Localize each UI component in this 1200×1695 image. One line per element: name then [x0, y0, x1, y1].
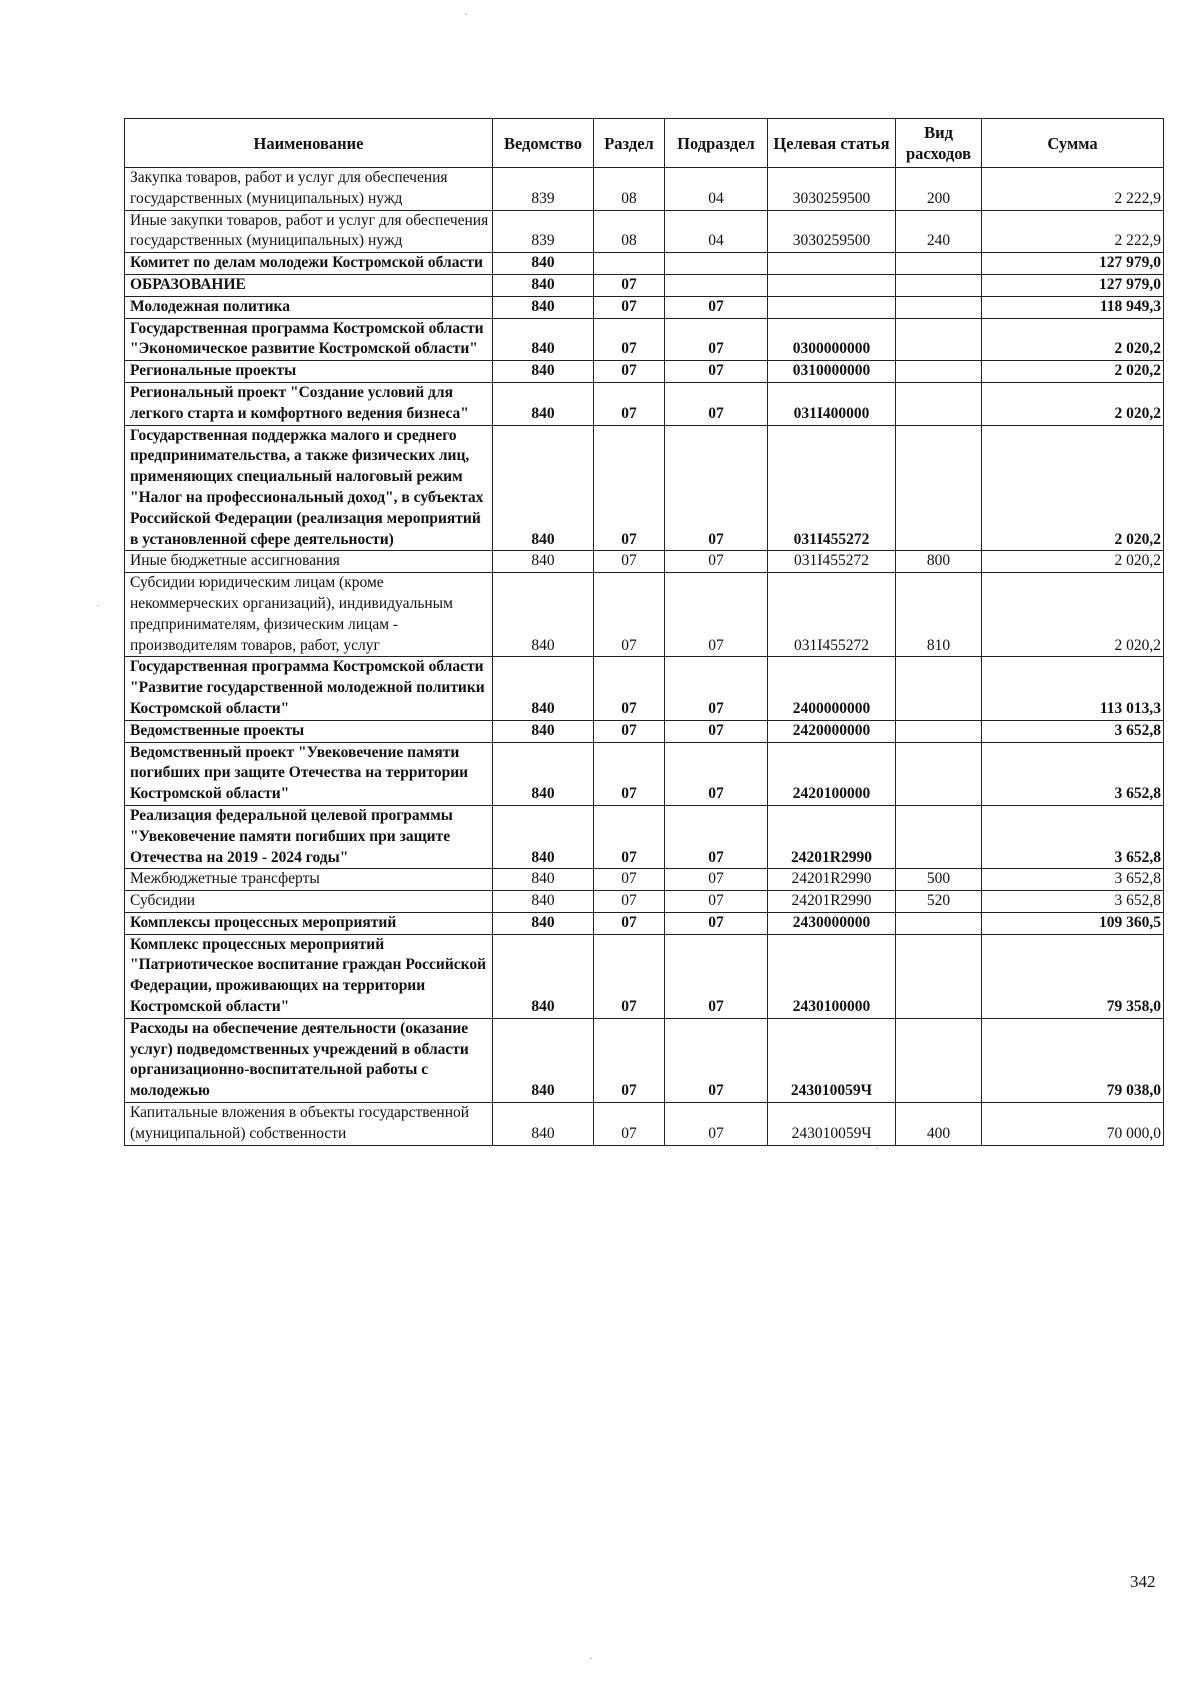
cell-section: 07: [594, 1018, 665, 1102]
table-row: [125, 361, 1164, 383]
cell-name: Комитет по делам молодежи Костромской области: [125, 253, 493, 275]
cell-section: 07: [594, 318, 665, 361]
cell-name: Расходы на обеспечение деятельности (оказание услуг) подведомственных учреждений в области организационно-воспитательной работы с молодежью: [125, 1018, 493, 1102]
cell-target: 24201R2990: [768, 805, 896, 868]
header-amount: Сумма: [982, 119, 1164, 168]
cell-department: 840: [493, 551, 594, 573]
cell-name: Государственная программа Костромской области "Экономическое развитие Костромской области": [125, 318, 493, 361]
cell-department: 840: [493, 253, 594, 275]
table-row: [125, 253, 1164, 275]
table-row: [125, 274, 1164, 296]
cell-name: Государственная поддержка малого и среднего предпринимательства, а также физических лиц, применяющих специальный налоговый режим "Налог на профессиональный доход", в субъектах Российской Федерации (реализация мероприятий в установленной сфере деятельности): [125, 425, 493, 551]
cell-name: Иные бюджетные ассигнования: [125, 551, 493, 573]
cell-expense-type: 520: [896, 891, 982, 913]
cell-target: [768, 274, 896, 296]
cell-section: 07: [594, 912, 665, 934]
cell-expense-type: 240: [896, 210, 982, 253]
cell-name: Комплекс процессных мероприятий "Патриотическое воспитание граждан Российской Федерации, проживающих на территории Костромской области": [125, 934, 493, 1018]
cell-department: 840: [493, 934, 594, 1018]
cell-target: 3030259500: [768, 168, 896, 211]
cell-department: 840: [493, 382, 594, 425]
cell-expense-type: 810: [896, 573, 982, 657]
cell-section: 07: [594, 382, 665, 425]
cell-subsection: 04: [665, 210, 768, 253]
table-row: [125, 869, 1164, 891]
cell-section: [594, 253, 665, 275]
cell-name: Иные закупки товаров, работ и услуг для обеспечения государственных (муниципальных) нужд: [125, 210, 493, 253]
cell-section: 07: [594, 296, 665, 318]
cell-amount: 113 013,3: [982, 657, 1164, 720]
cell-expense-type: [896, 274, 982, 296]
cell-name: Межбюджетные трансферты: [125, 869, 493, 891]
cell-subsection: 07: [665, 318, 768, 361]
cell-section: 07: [594, 891, 665, 913]
cell-amount: 70 000,0: [982, 1103, 1164, 1146]
cell-name: Субсидии: [125, 891, 493, 913]
cell-expense-type: [896, 742, 982, 805]
cell-target: 2400000000: [768, 657, 896, 720]
cell-amount: 3 652,8: [982, 720, 1164, 742]
cell-amount: 3 652,8: [982, 742, 1164, 805]
budget-table: [124, 118, 1164, 1146]
cell-name: Закупка товаров, работ и услуг для обеспечения государственных (муниципальных) нужд: [125, 168, 493, 211]
table-row: [125, 1018, 1164, 1102]
cell-expense-type: 800: [896, 551, 982, 573]
cell-section: 07: [594, 720, 665, 742]
cell-subsection: 07: [665, 425, 768, 551]
cell-amount: 2 020,2: [982, 573, 1164, 657]
cell-expense-type: [896, 253, 982, 275]
table-row: [125, 1103, 1164, 1146]
cell-expense-type: [896, 361, 982, 383]
cell-target: 243010059Ч: [768, 1018, 896, 1102]
header-department: Ведомство: [493, 119, 594, 168]
cell-name: Ведомственный проект "Увековечение памяти погибших при защите Отечества на территории Костромской области": [125, 742, 493, 805]
cell-amount: 127 979,0: [982, 274, 1164, 296]
cell-expense-type: [896, 805, 982, 868]
cell-target: [768, 296, 896, 318]
table-row: [125, 382, 1164, 425]
cell-amount: 109 360,5: [982, 912, 1164, 934]
cell-target: 031I455272: [768, 573, 896, 657]
cell-subsection: 07: [665, 296, 768, 318]
cell-subsection: 07: [665, 934, 768, 1018]
cell-section: 07: [594, 1103, 665, 1146]
cell-subsection: 07: [665, 869, 768, 891]
cell-name: Молодежная политика: [125, 296, 493, 318]
cell-department: 839: [493, 168, 594, 211]
header-subsection: Подраздел: [665, 119, 768, 168]
cell-amount: 2 020,2: [982, 551, 1164, 573]
cell-section: 07: [594, 425, 665, 551]
table-row: [125, 318, 1164, 361]
cell-expense-type: [896, 657, 982, 720]
cell-target: 031I400000: [768, 382, 896, 425]
cell-expense-type: [896, 1018, 982, 1102]
cell-subsection: 07: [665, 657, 768, 720]
cell-department: 840: [493, 891, 594, 913]
cell-department: 840: [493, 657, 594, 720]
cell-target: 2430000000: [768, 912, 896, 934]
cell-target: 2430100000: [768, 934, 896, 1018]
cell-department: 840: [493, 318, 594, 361]
scan-speck: [97, 605, 99, 606]
cell-amount: 79 358,0: [982, 934, 1164, 1018]
cell-target: [768, 253, 896, 275]
cell-name: Региональные проекты: [125, 361, 493, 383]
cell-department: 840: [493, 742, 594, 805]
cell-expense-type: [896, 296, 982, 318]
cell-amount: 3 652,8: [982, 869, 1164, 891]
cell-amount: 127 979,0: [982, 253, 1164, 275]
cell-name: Комплексы процессных мероприятий: [125, 912, 493, 934]
cell-target: 2420100000: [768, 742, 896, 805]
cell-target: 3030259500: [768, 210, 896, 253]
cell-department: 840: [493, 296, 594, 318]
table-row: [125, 210, 1164, 253]
cell-department: 840: [493, 361, 594, 383]
table-row: [125, 891, 1164, 913]
header-name: Наименование: [125, 119, 493, 168]
page-number: 342: [1130, 1572, 1156, 1591]
scan-speck: [590, 1658, 592, 1659]
cell-target: 031I455272: [768, 551, 896, 573]
cell-section: 07: [594, 869, 665, 891]
cell-name: Реализация федеральной целевой программы "Увековечение памяти погибших при защите Отечества на 2019 - 2024 годы": [125, 805, 493, 868]
cell-section: 07: [594, 805, 665, 868]
cell-subsection: 07: [665, 1103, 768, 1146]
table-row: [125, 573, 1164, 657]
cell-expense-type: [896, 934, 982, 1018]
cell-target: 24201R2990: [768, 869, 896, 891]
cell-subsection: 07: [665, 720, 768, 742]
scan-speck: [465, 14, 467, 15]
table-row: [125, 742, 1164, 805]
cell-department: 839: [493, 210, 594, 253]
cell-expense-type: [896, 912, 982, 934]
cell-department: 840: [493, 805, 594, 868]
cell-expense-type: 400: [896, 1103, 982, 1146]
cell-section: 08: [594, 168, 665, 211]
cell-subsection: 07: [665, 912, 768, 934]
table-row: [125, 168, 1164, 211]
cell-section: 07: [594, 657, 665, 720]
cell-expense-type: [896, 425, 982, 551]
cell-expense-type: [896, 382, 982, 425]
header-expense-type: Вид расходов: [896, 119, 982, 168]
cell-amount: 3 652,8: [982, 805, 1164, 868]
cell-department: 840: [493, 1018, 594, 1102]
scan-speck: [876, 1148, 878, 1149]
cell-amount: 2 020,2: [982, 425, 1164, 551]
table-row: [125, 805, 1164, 868]
cell-department: 840: [493, 720, 594, 742]
cell-target: 243010059Ч: [768, 1103, 896, 1146]
cell-section: 07: [594, 361, 665, 383]
cell-subsection: 07: [665, 551, 768, 573]
cell-section: 07: [594, 551, 665, 573]
cell-subsection: 07: [665, 742, 768, 805]
cell-target: 031I455272: [768, 425, 896, 551]
cell-name: Капитальные вложения в объекты государственной (муниципальной) собственности: [125, 1103, 493, 1146]
cell-amount: 2 020,2: [982, 318, 1164, 361]
cell-amount: 2 020,2: [982, 382, 1164, 425]
cell-expense-type: [896, 720, 982, 742]
cell-subsection: 07: [665, 805, 768, 868]
cell-department: 840: [493, 425, 594, 551]
cell-subsection: 07: [665, 573, 768, 657]
cell-department: 840: [493, 274, 594, 296]
header-target: Целевая статья: [768, 119, 896, 168]
cell-department: 840: [493, 573, 594, 657]
cell-department: 840: [493, 1103, 594, 1146]
cell-expense-type: 200: [896, 168, 982, 211]
table-row: [125, 657, 1164, 720]
cell-amount: 2 222,9: [982, 210, 1164, 253]
cell-subsection: 07: [665, 382, 768, 425]
table-row: [125, 551, 1164, 573]
cell-department: 840: [493, 869, 594, 891]
cell-expense-type: 500: [896, 869, 982, 891]
cell-section: 07: [594, 742, 665, 805]
cell-section: 07: [594, 934, 665, 1018]
table-row: [125, 934, 1164, 1018]
table-header-row: [125, 119, 1164, 168]
table-row: [125, 425, 1164, 551]
cell-name: Субсидии юридическим лицам (кроме некоммерческих организаций), индивидуальным предпринимателям, физическим лицам - производителям товаров, работ, услуг: [125, 573, 493, 657]
cell-subsection: 07: [665, 361, 768, 383]
cell-subsection: 04: [665, 168, 768, 211]
cell-target: 0310000000: [768, 361, 896, 383]
cell-section: 07: [594, 573, 665, 657]
table-body: [125, 168, 1164, 1146]
cell-section: 07: [594, 274, 665, 296]
table-row: [125, 912, 1164, 934]
cell-target: 24201R2990: [768, 891, 896, 913]
cell-subsection: [665, 253, 768, 275]
cell-amount: 79 038,0: [982, 1018, 1164, 1102]
table-row: [125, 720, 1164, 742]
cell-amount: 2 222,9: [982, 168, 1164, 211]
cell-amount: 118 949,3: [982, 296, 1164, 318]
cell-name: ОБРАЗОВАНИЕ: [125, 274, 493, 296]
cell-department: 840: [493, 912, 594, 934]
cell-name: Ведомственные проекты: [125, 720, 493, 742]
header-section: Раздел: [594, 119, 665, 168]
cell-amount: 2 020,2: [982, 361, 1164, 383]
cell-target: 0300000000: [768, 318, 896, 361]
cell-target: 2420000000: [768, 720, 896, 742]
cell-section: 08: [594, 210, 665, 253]
cell-subsection: 07: [665, 1018, 768, 1102]
cell-name: Региональный проект "Создание условий для легкого старта и комфортного ведения бизнеса": [125, 382, 493, 425]
table-row: [125, 296, 1164, 318]
cell-subsection: 07: [665, 891, 768, 913]
cell-subsection: [665, 274, 768, 296]
cell-expense-type: [896, 318, 982, 361]
cell-name: Государственная программа Костромской области "Развитие государственной молодежной политики Костромской области": [125, 657, 493, 720]
cell-amount: 3 652,8: [982, 891, 1164, 913]
